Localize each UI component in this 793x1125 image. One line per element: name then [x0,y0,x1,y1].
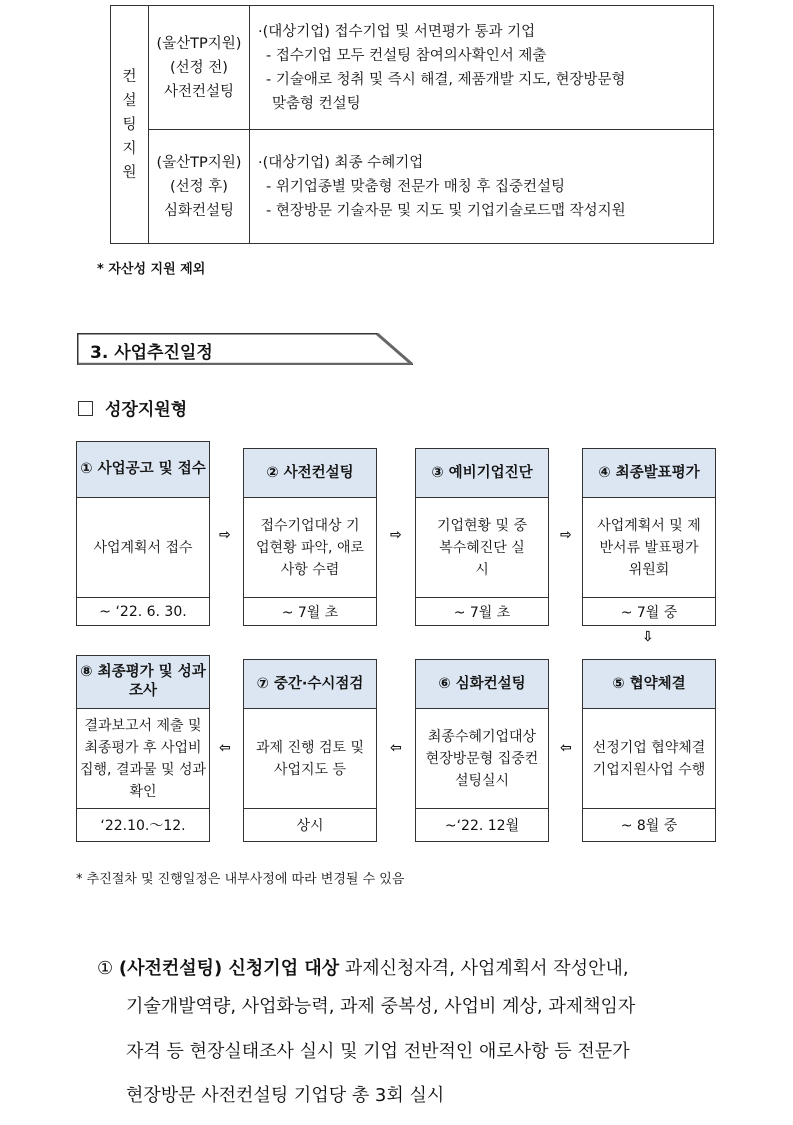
detail-line: - 기술애로 청취 및 즉시 해결, 제품개발 지도, 현장방문형 [266,71,626,88]
step-body: 기업현황 및 중복수혜진단 실시 [416,498,548,598]
paragraph-line-3: 자격 등 현장실태조사 실시 및 기업 전반적인 애로사항 등 전문가 [126,1041,630,1062]
flow-step-2 [243,448,377,626]
arrow-right-icon: ⇨ [390,527,402,543]
arrow-down-icon: ⇩ [642,629,654,645]
step-date: ‘22.10.～12. [100,818,186,834]
paragraph-line-4: 현장방문 사전컨설팅 기업당 총 3회 실시 [126,1085,445,1106]
sub-label: (울산TP지원) [156,154,242,171]
detail-line: - 접수기업 모두 컨설팅 참여의사확인서 제출 [266,47,547,64]
paragraph-line-2: 기술개발역량, 사업화능력, 과제 중복성, 사업비 계상, 과제책임자 [126,996,636,1017]
table-row [111,130,714,244]
table-row [111,6,714,130]
step-date: ~ 8월 중 [620,818,678,834]
consulting-table [110,5,714,244]
checkbox-square-icon [78,401,93,416]
category-cell [111,6,149,244]
category-char: 지 [122,140,137,157]
step-body: 결과보고서 제출 및 최종평가 후 사업비 집행, 결과물 및 성과확인 [77,709,209,809]
category-char: 컨 [122,68,137,85]
paragraph-marker: ① [97,958,114,979]
asset-note: * 자산성 지원 제외 [97,262,206,277]
step-date: ~ 7월 초 [281,604,339,621]
section-title: 3. 사업추진일정 [90,343,213,363]
subsection-label: 성장지원형 [105,400,188,420]
detail-line: ·(대상기업) 접수기업 및 서면평가 통과 기업 [258,23,536,40]
sub-cell-post [149,130,250,244]
flow-step-8 [76,655,210,842]
arrow-left-icon: ⇦ [560,740,572,756]
step-title: ⑥ 심화컨설팅 [416,660,548,709]
paragraph-text: 과제신청자격, 사업계획서 작성안내, [339,958,629,979]
step-body: 사업계획서 및 제반서류 발표평가위원회 [583,498,715,598]
flow-step-4 [582,448,716,626]
paragraph-line-1 [97,956,629,982]
sub-label: 사전컨설팅 [163,83,235,100]
step-title: ⑦ 중간·수시점검 [244,660,376,709]
step-body: 최종수혜기업대상 현장방문형 집중컨설팅실시 [416,709,548,809]
detail-line: - 위기업종별 맞춤형 전문가 매칭 후 집중컨설팅 [266,178,566,195]
flow-step-5 [582,659,716,842]
step-date: ~ 7월 초 [453,604,511,621]
sub-label: (선정 전) [170,59,228,76]
detail-cell-pre [250,6,714,130]
detail-cell-post [250,130,714,244]
sub-label: (울산TP지원) [156,35,242,52]
flow-step-7 [243,659,377,842]
step-body: 접수기업대상 기업현황 파악, 애로사항 수렴 [244,498,376,598]
arrow-left-icon: ⇦ [219,740,231,756]
detail-line: - 현장방문 기술자문 및 지도 및 기업기술로드맵 작성지원 [266,202,626,219]
step-body: 과제 진행 검토 및 사업지도 등 [244,709,376,809]
sub-cell-pre [149,6,250,130]
step-body: 선정기업 협약체결 기업지원사업 수행 [583,709,715,809]
arrow-left-icon: ⇦ [390,740,402,756]
step-title: ⑧ 최종평가 및 성과조사 [77,656,209,709]
step-date: ~ 7월 중 [620,604,678,621]
step-date: ~ ‘22. 6. 30. [99,603,187,620]
subsection-title [78,395,187,420]
category-char: 팅 [122,116,137,133]
flow-step-6 [415,659,549,842]
step-title: ② 사전컨설팅 [244,449,376,498]
step-date: ~‘22. 12월 [444,818,520,834]
paragraph-bold: (사전컨설팅) 신청기업 대상 [118,958,340,979]
category-char: 설 [122,92,137,109]
step-body: 사업계획서 접수 [77,498,209,598]
detail-line: 맞춤형 컨설팅 [272,95,361,112]
step-title: ⑤ 협약체결 [583,660,715,709]
detail-line: ·(대상기업) 최종 수혜기업 [258,154,424,171]
arrow-right-icon: ⇨ [560,527,572,543]
category-char: 원 [122,164,137,181]
step-date: 상시 [296,818,324,834]
sub-label: (선정 후) [170,178,228,195]
flow-step-3 [415,448,549,626]
flow-step-1 [76,441,210,626]
step-title: ③ 예비기업진단 [416,449,548,498]
arrow-right-icon: ⇨ [219,527,231,543]
step-title: ④ 최종발표평가 [583,449,715,498]
step-title: ① 사업공고 및 접수 [77,442,209,498]
sub-label: 심화컨설팅 [163,202,235,219]
schedule-note: * 추진절차 및 진행일정은 내부사정에 따라 변경될 수 있음 [76,872,405,887]
